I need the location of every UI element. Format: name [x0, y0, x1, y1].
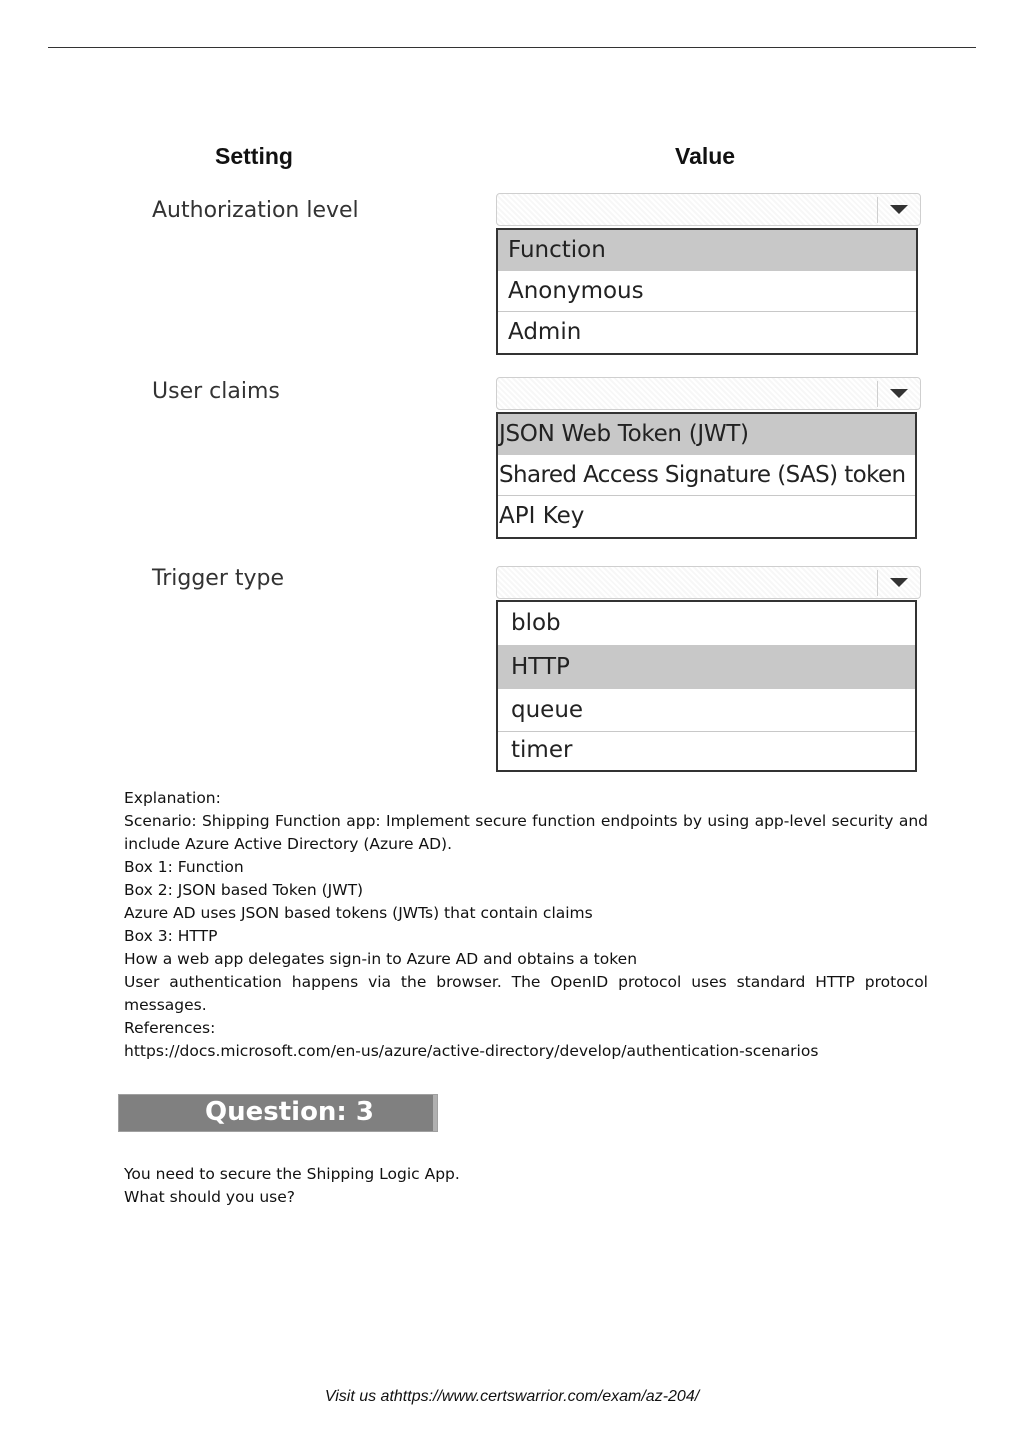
chevron-down-icon[interactable] — [890, 389, 908, 398]
explanation-box2-detail: Azure AD uses JSON based tokens (JWTs) that contain claims — [124, 904, 593, 922]
select-divider — [877, 197, 878, 223]
question-banner — [118, 1094, 438, 1132]
option-sas-token[interactable]: Shared Access Signature (SAS) token — [498, 455, 915, 496]
option-api-key[interactable]: API Key — [499, 503, 585, 529]
option-anonymous[interactable]: Anonymous — [498, 271, 916, 312]
chevron-down-icon[interactable] — [890, 578, 908, 587]
explanation-scenario: Scenario: Shipping Function app: Implement secure function endpoints by using app-level security and include Azure Active Directory (Azure AD). — [124, 812, 928, 853]
chevron-down-icon[interactable] — [890, 205, 908, 214]
reference-link[interactable]: https://docs.microsoft.com/en-us/azure/active-directory/develop/authentication-scenarios — [124, 1042, 819, 1060]
option-function[interactable]: Function — [498, 230, 916, 271]
question-line-1: You need to secure the Shipping Logic App. — [124, 1165, 460, 1183]
banner-edge — [433, 1095, 437, 1131]
authorization-level-options — [496, 228, 918, 355]
trigger-type-options — [496, 600, 917, 772]
select-divider — [877, 570, 878, 596]
explanation-section — [124, 787, 928, 1063]
select-divider — [877, 381, 878, 407]
explanation-box3-detail-2: User authentication happens via the browser. The OpenID protocol uses standard HTTP protocol messages. — [124, 973, 928, 1014]
user-claims-select[interactable] — [496, 377, 921, 410]
explanation-box2: Box 2: JSON based Token (JWT) — [124, 881, 364, 899]
authorization-level-label: Authorization level — [152, 198, 359, 223]
header-rule — [48, 47, 976, 48]
trigger-type-select[interactable] — [496, 566, 921, 599]
explanation-box1: Box 1: Function — [124, 858, 244, 876]
explanation-heading: Explanation: — [124, 789, 221, 807]
authorization-level-select[interactable] — [496, 193, 921, 226]
option-timer[interactable]: timer — [511, 737, 573, 763]
trigger-type-label: Trigger type — [152, 566, 285, 591]
footer-visit-link[interactable]: Visit us athttps://www.certswarrior.com/exam/az-204/ — [324, 1388, 700, 1405]
setting-column-header: Setting — [215, 143, 293, 169]
option-http[interactable]: HTTP — [498, 646, 915, 689]
option-admin[interactable]: Admin — [508, 319, 582, 345]
references-heading: References: — [124, 1019, 216, 1037]
option-jwt[interactable]: JSON Web Token (JWT) — [498, 414, 915, 455]
option-blob[interactable]: blob — [498, 602, 915, 646]
option-queue[interactable]: queue — [498, 689, 915, 732]
question-line-2: What should you use? — [124, 1188, 295, 1206]
explanation-box3: Box 3: HTTP — [124, 927, 218, 945]
explanation-box3-detail-1: How a web app delegates sign-in to Azure AD and obtains a token — [124, 950, 638, 968]
question-title: Question: 3 — [205, 1097, 374, 1127]
value-column-header: Value — [675, 143, 736, 169]
question-body — [124, 1163, 928, 1209]
user-claims-label: User claims — [152, 379, 280, 404]
user-claims-options — [496, 412, 917, 539]
